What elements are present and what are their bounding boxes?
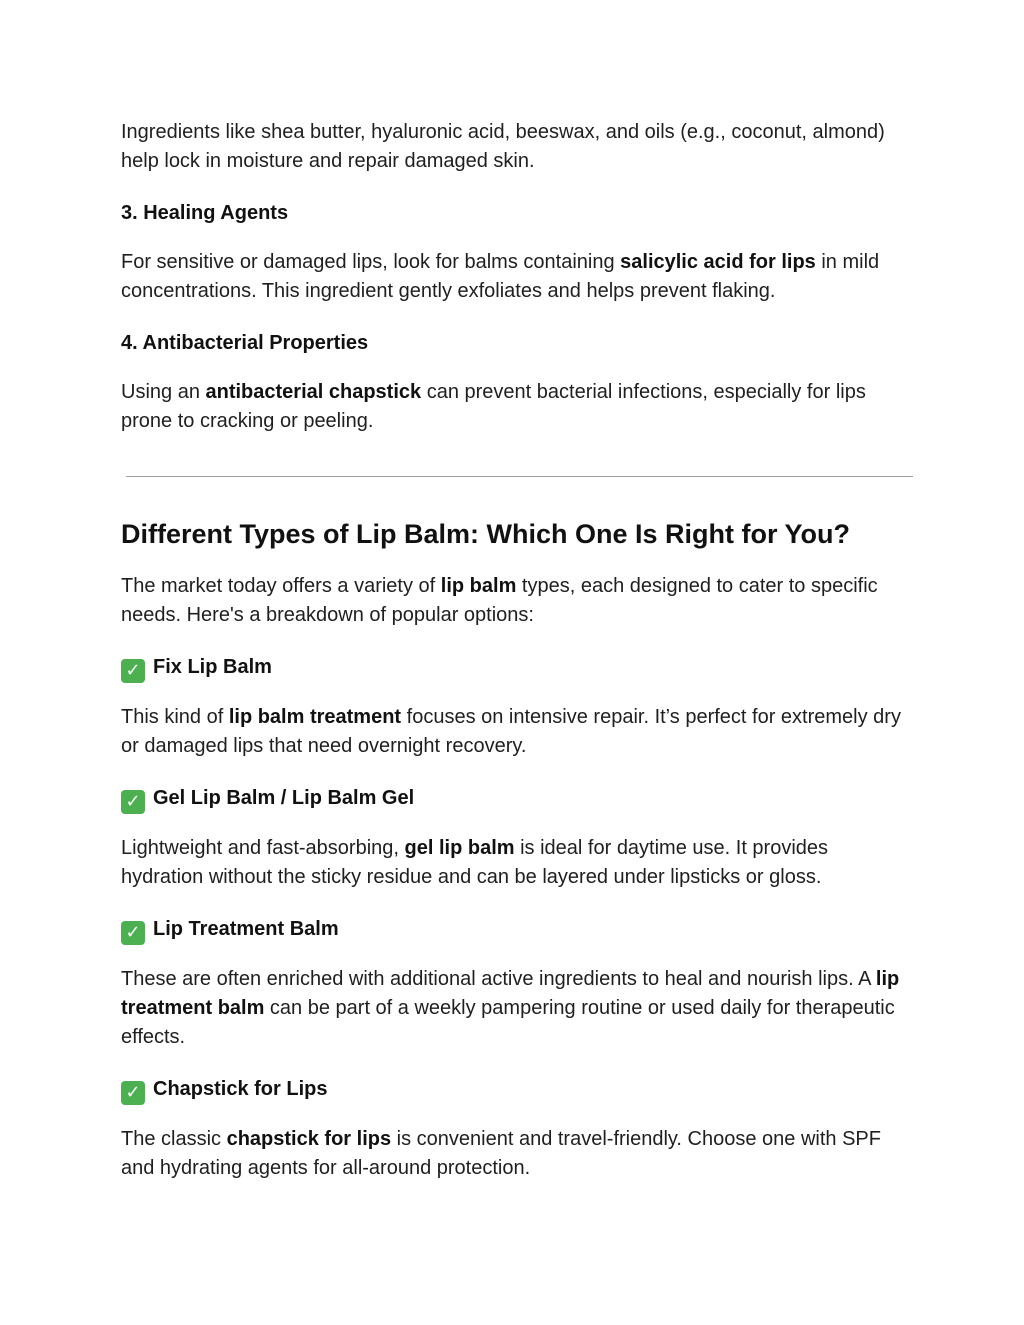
types-intro-bold: lip balm [440, 575, 517, 597]
type-bold-term: lip treatment balm [121, 968, 900, 1019]
ingredients-paragraph: Ingredients like shea butter, hyaluronic acid, beeswax, and oils (e.g., coconut, almond) help lock in moisture and repair damaged skin. [121, 121, 885, 172]
type-bold-term: lip balm treatment [228, 706, 402, 728]
type-text-after: can be part of a weekly pampering routine or used daily for therapeutic effects. [121, 997, 895, 1048]
type-bold-term: chapstick for lips [226, 1128, 392, 1150]
type-text-before: This kind of [121, 706, 229, 728]
type-description-fix-lip-balm [121, 703, 906, 761]
type-heading-lip-treatment-balm [121, 915, 906, 945]
check-mark-icon: ✓ [121, 1081, 145, 1105]
check-mark-icon: ✓ [121, 921, 145, 945]
healing-text-before: For sensitive or damaged lips, look for balms containing [121, 251, 621, 273]
healing-agents-paragraph [121, 248, 906, 306]
antibacterial-bold-term: antibacterial chapstick [205, 381, 422, 403]
type-title: Gel Lip Balm / Lip Balm Gel [153, 787, 415, 809]
healing-text-after: in mild concentrations. This ingredient gently exfoliates and helps prevent flaking. [121, 251, 880, 302]
type-text-after: is ideal for daytime use. It provides hydration without the sticky residue and can be layered under lipsticks or gloss. [121, 837, 829, 888]
antibacterial-text-after: can prevent bacterial infections, especially for lips prone to cracking or peeling. [121, 381, 866, 432]
types-intro-after: types, each designed to cater to specific needs. Here's a breakdown of popular options: [121, 575, 878, 626]
type-description-gel-lip-balm [121, 834, 906, 892]
type-bold-term: gel lip balm [404, 837, 515, 859]
type-description-lip-treatment-balm [121, 965, 906, 1052]
types-intro-paragraph [121, 572, 906, 630]
antibacterial-paragraph [121, 378, 906, 436]
check-mark-icon: ✓ [121, 790, 145, 814]
type-title: Lip Treatment Balm [153, 918, 339, 940]
section-divider [126, 476, 913, 477]
antibacterial-heading: 4. Antibacterial Properties [121, 332, 369, 354]
type-heading-gel-lip-balm [121, 784, 906, 814]
type-text-before: The classic [121, 1128, 227, 1150]
type-text-after: is convenient and travel-friendly. Choose one with SPF and hydrating agents for all-around protection. [121, 1128, 881, 1179]
type-text-before: Lightweight and fast-absorbing, [121, 837, 405, 859]
type-text-after: focuses on intensive repair. It’s perfect for extremely dry or damaged lips that need overnight recovery. [121, 706, 901, 757]
type-title: Chapstick for Lips [153, 1078, 328, 1100]
type-heading-fix-lip-balm [121, 653, 906, 683]
type-text-before: These are often enriched with additional active ingredients to heal and nourish lips. A [121, 968, 876, 990]
type-description-chapstick-for-lips [121, 1125, 906, 1183]
check-mark-icon: ✓ [121, 659, 145, 683]
document-page [121, 118, 906, 1183]
type-title: Fix Lip Balm [153, 656, 272, 678]
healing-bold-term: salicylic acid for lips [620, 251, 816, 273]
antibacterial-text-before: Using an [121, 381, 206, 403]
types-intro-before: The market today offers a variety of [121, 575, 441, 597]
type-heading-chapstick-for-lips [121, 1075, 906, 1105]
types-section-heading: Different Types of Lip Balm: Which One Is Right for You? [121, 519, 851, 549]
healing-agents-heading: 3. Healing Agents [121, 202, 289, 224]
